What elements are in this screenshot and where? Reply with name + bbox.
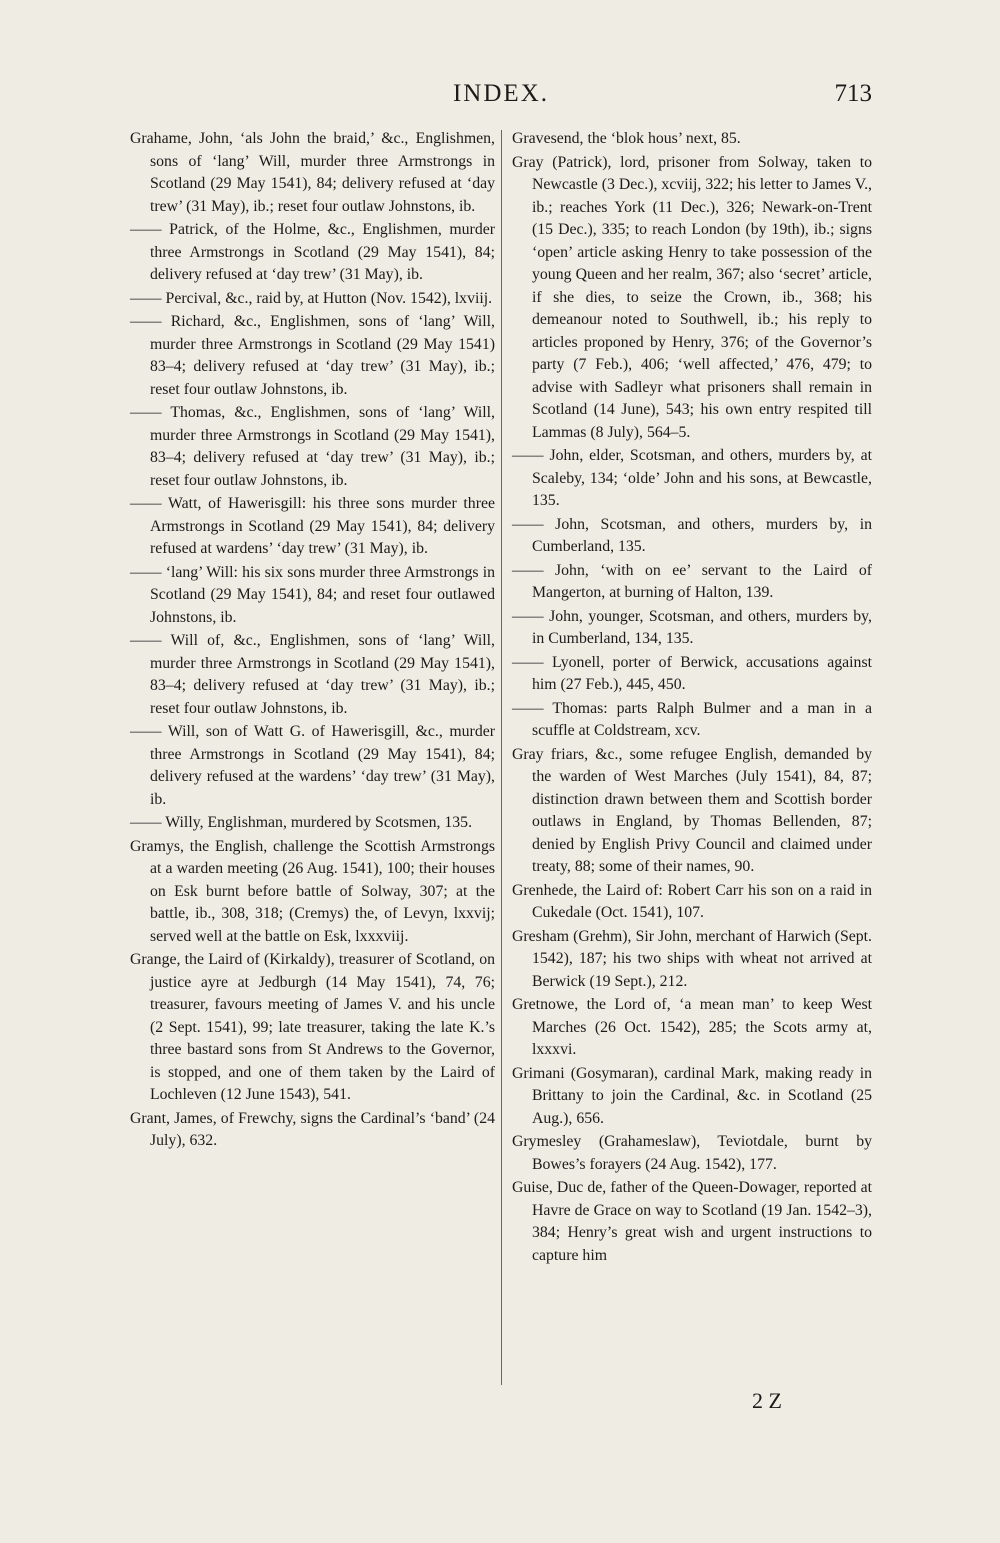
running-title: INDEX. xyxy=(452,80,549,107)
index-entry: Gresham (Grehm), Sir John, merchant of Harwich (Sept. 1542), 187; his two ships with wheat not arrived at Berwick (19 Sept.), 212. xyxy=(512,927,872,990)
index-entry: Guise, Duc de, father of the Queen-Dowager, reported at Havre de Grace on way to Scotland (19 Jan. 1542–3), 384; Henry’s great wish and urgent instructions to capture him xyxy=(512,1179,872,1264)
index-entry: —— Will, son of Watt G. of Hawerisgill, &c., murder three Armstrongs in Scotland (29 May 1541), 84; delivery refused at the wardens’ ‘day trew’ (31 May), ib. xyxy=(130,723,495,808)
index-entry: —— Patrick, of the Holme, &c., Englishmen, murder three Armstrongs in Scotland (29 May 1541), 84; delivery refused at ‘day trew’ (31 May), ib. xyxy=(130,221,495,283)
index-entry: Grange, the Laird of (Kirkaldy), treasurer of Scotland, on justice ayre at Jedburgh (14 May 1541), 74, 76; treasurer, favours meeting of James V. and his uncle (2 Sept. 1541), 99; late treasurer, taking the late K.’s three bastard sons from St Andrews to the Governor, is stopped, and one of them taken by the Laird of Lochleven (12 June 1543), 541. xyxy=(130,951,495,1103)
index-entry: Gray friars, &c., some refugee English, demanded by the warden of West Marches (July 1541), 84, 87; distinction drawn between them and Scottish border outlaws in England, by Thomas Bellenden, 87; denied by English Privy Council and claimed under treaty, 88; some of their names, 90. xyxy=(512,745,872,875)
index-entry: —— Thomas: parts Ralph Bulmer and a man in a scuffle at Coldstream, xcv. xyxy=(512,699,872,739)
index-entry: —— Thomas, &c., Englishmen, sons of ‘lang’ Will, murder three Armstrongs in Scotland (29 May 1541), 83–4; delivery refused at ‘day trew’ (31 May), ib.; reset four outlaw Johnstons, ib. xyxy=(130,404,495,489)
index-entry: —— Watt, of Hawerisgill: his three sons murder three Armstrongs in Scotland (29 May 1541), 84; delivery refused at wardens’ ‘day trew’ (31 May), ib. xyxy=(130,495,495,557)
index-entry: —— Lyonell, porter of Berwick, accusations against him (27 Feb.), 445, 450. xyxy=(512,653,872,693)
index-entry: Gretnowe, the Lord of, ‘a mean man’ to keep West Marches (26 Oct. 1542), 285; the Scots army at, lxxxvi. xyxy=(512,996,872,1058)
index-entry: Grant, James, of Frewchy, signs the Cardinal’s ‘band’ (24 July), 632. xyxy=(130,1109,495,1149)
column-divider xyxy=(501,130,502,1385)
index-entry: —— John, younger, Scotsman, and others, murders by, in Cumberland, 134, 135. xyxy=(512,607,872,647)
index-entry: —— ‘lang’ Will: his six sons murder three Armstrongs in Scotland (29 May 1541), 84; and reset four outlawed Johnstons, ib. xyxy=(130,563,495,626)
index-entry: —— Percival, &c., raid by, at Hutton (Nov. 1542), lxviij. xyxy=(130,289,493,307)
signature-mark: 2 Z xyxy=(752,1388,782,1413)
index-entry: Grimani (Gosymaran), cardinal Mark, making ready in Brittany to join the Cardinal, &c. in Scotland (25 Aug.), 656. xyxy=(512,1064,872,1127)
index-entry: Gravesend, the ‘blok hous’ next, 85. xyxy=(512,130,741,147)
index-entry: —— John, Scotsman, and others, murders by, in Cumberland, 135. xyxy=(512,515,872,555)
index-entry: Gramys, the English, challenge the Scottish Armstrongs at a warden meeting (26 Aug. 1541), 100; their houses on Esk burnt before battle of Solway, 307; at the battle, ib., 308, 318; (Cremys) the, of Levyn, lxxvij; served well at the battle on Esk, lxxxviij. xyxy=(130,837,495,945)
index-entry: —— Richard, &c., Englishmen, sons of ‘lang’ Will, murder three Armstrongs in Scotland (29 May 1541) 83–4; delivery refused at ‘day trew’ (31 May), ib.; reset four outlaw Johnstons, ib. xyxy=(130,313,495,398)
index-entry: Grymesley (Grahameslaw), Teviotdale, burnt by Bowes’s forayers (24 Aug. 1542), 177. xyxy=(512,1133,872,1173)
index-entry: Gray (Patrick), lord, prisoner from Solway, taken to Newcastle (3 Dec.), xcviij, 322; his letter to James V., ib.; reaches York (11 Dec.), 326; Newark-on-Trent (15 Dec.), 335; to reach London (by 19th), ib.; signs ‘open’ article asking Henry to take possession of the young Queen and her realm, 367; also ‘secret’ article, if she dies, to seize the Crown, ib., 368; his demeanour noted to Southwell, ib.; his reply to articles proponed by Henry, 376; of the Governor’s party (7 Feb.), 406; ‘well affected,’ 476, 479; to advise with Sadleyr what prisoners shall remain in Scotland (14 June), 543; his own entry respited till Lammas (8 July), 564–5. xyxy=(512,153,872,441)
index-entry: —— John, ‘with on ee’ servant to the Laird of Mangerton, at burning of Halton, 139. xyxy=(512,561,872,601)
page-number: 713 xyxy=(834,80,872,107)
index-entry: —— Will of, &c., Englishmen, sons of ‘lang’ Will, murder three Armstrongs in Scotland (29 May 1541), 83–4; delivery refused at ‘day trew’ (31 May), ib.; reset four outlaw Johnstons, ib. xyxy=(130,632,495,717)
index-entry: Grenhede, the Laird of: Robert Carr his son on a raid in Cukedale (Oct. 1541), 107. xyxy=(512,881,872,921)
index-entry: Grahame, John, ‘als John the braid,’ &c., Englishmen, sons of ‘lang’ Will, murder three Armstrongs in Scotland (29 May 1541), 84; delivery refused at ‘day trew’ (31 May), ib.; reset four outlaw Johnstons, ib. xyxy=(130,130,495,215)
index-entry: —— Willy, Englishman, murdered by Scotsmen, 135. xyxy=(130,814,473,831)
index-column-left xyxy=(130,128,495,1154)
index-entry: —— John, elder, Scotsman, and others, murders by, at Scaleby, 134; ‘olde’ John and his sons, at Bewcastle, 135. xyxy=(512,447,872,509)
index-column-right xyxy=(512,128,872,1268)
page-header xyxy=(130,80,872,110)
